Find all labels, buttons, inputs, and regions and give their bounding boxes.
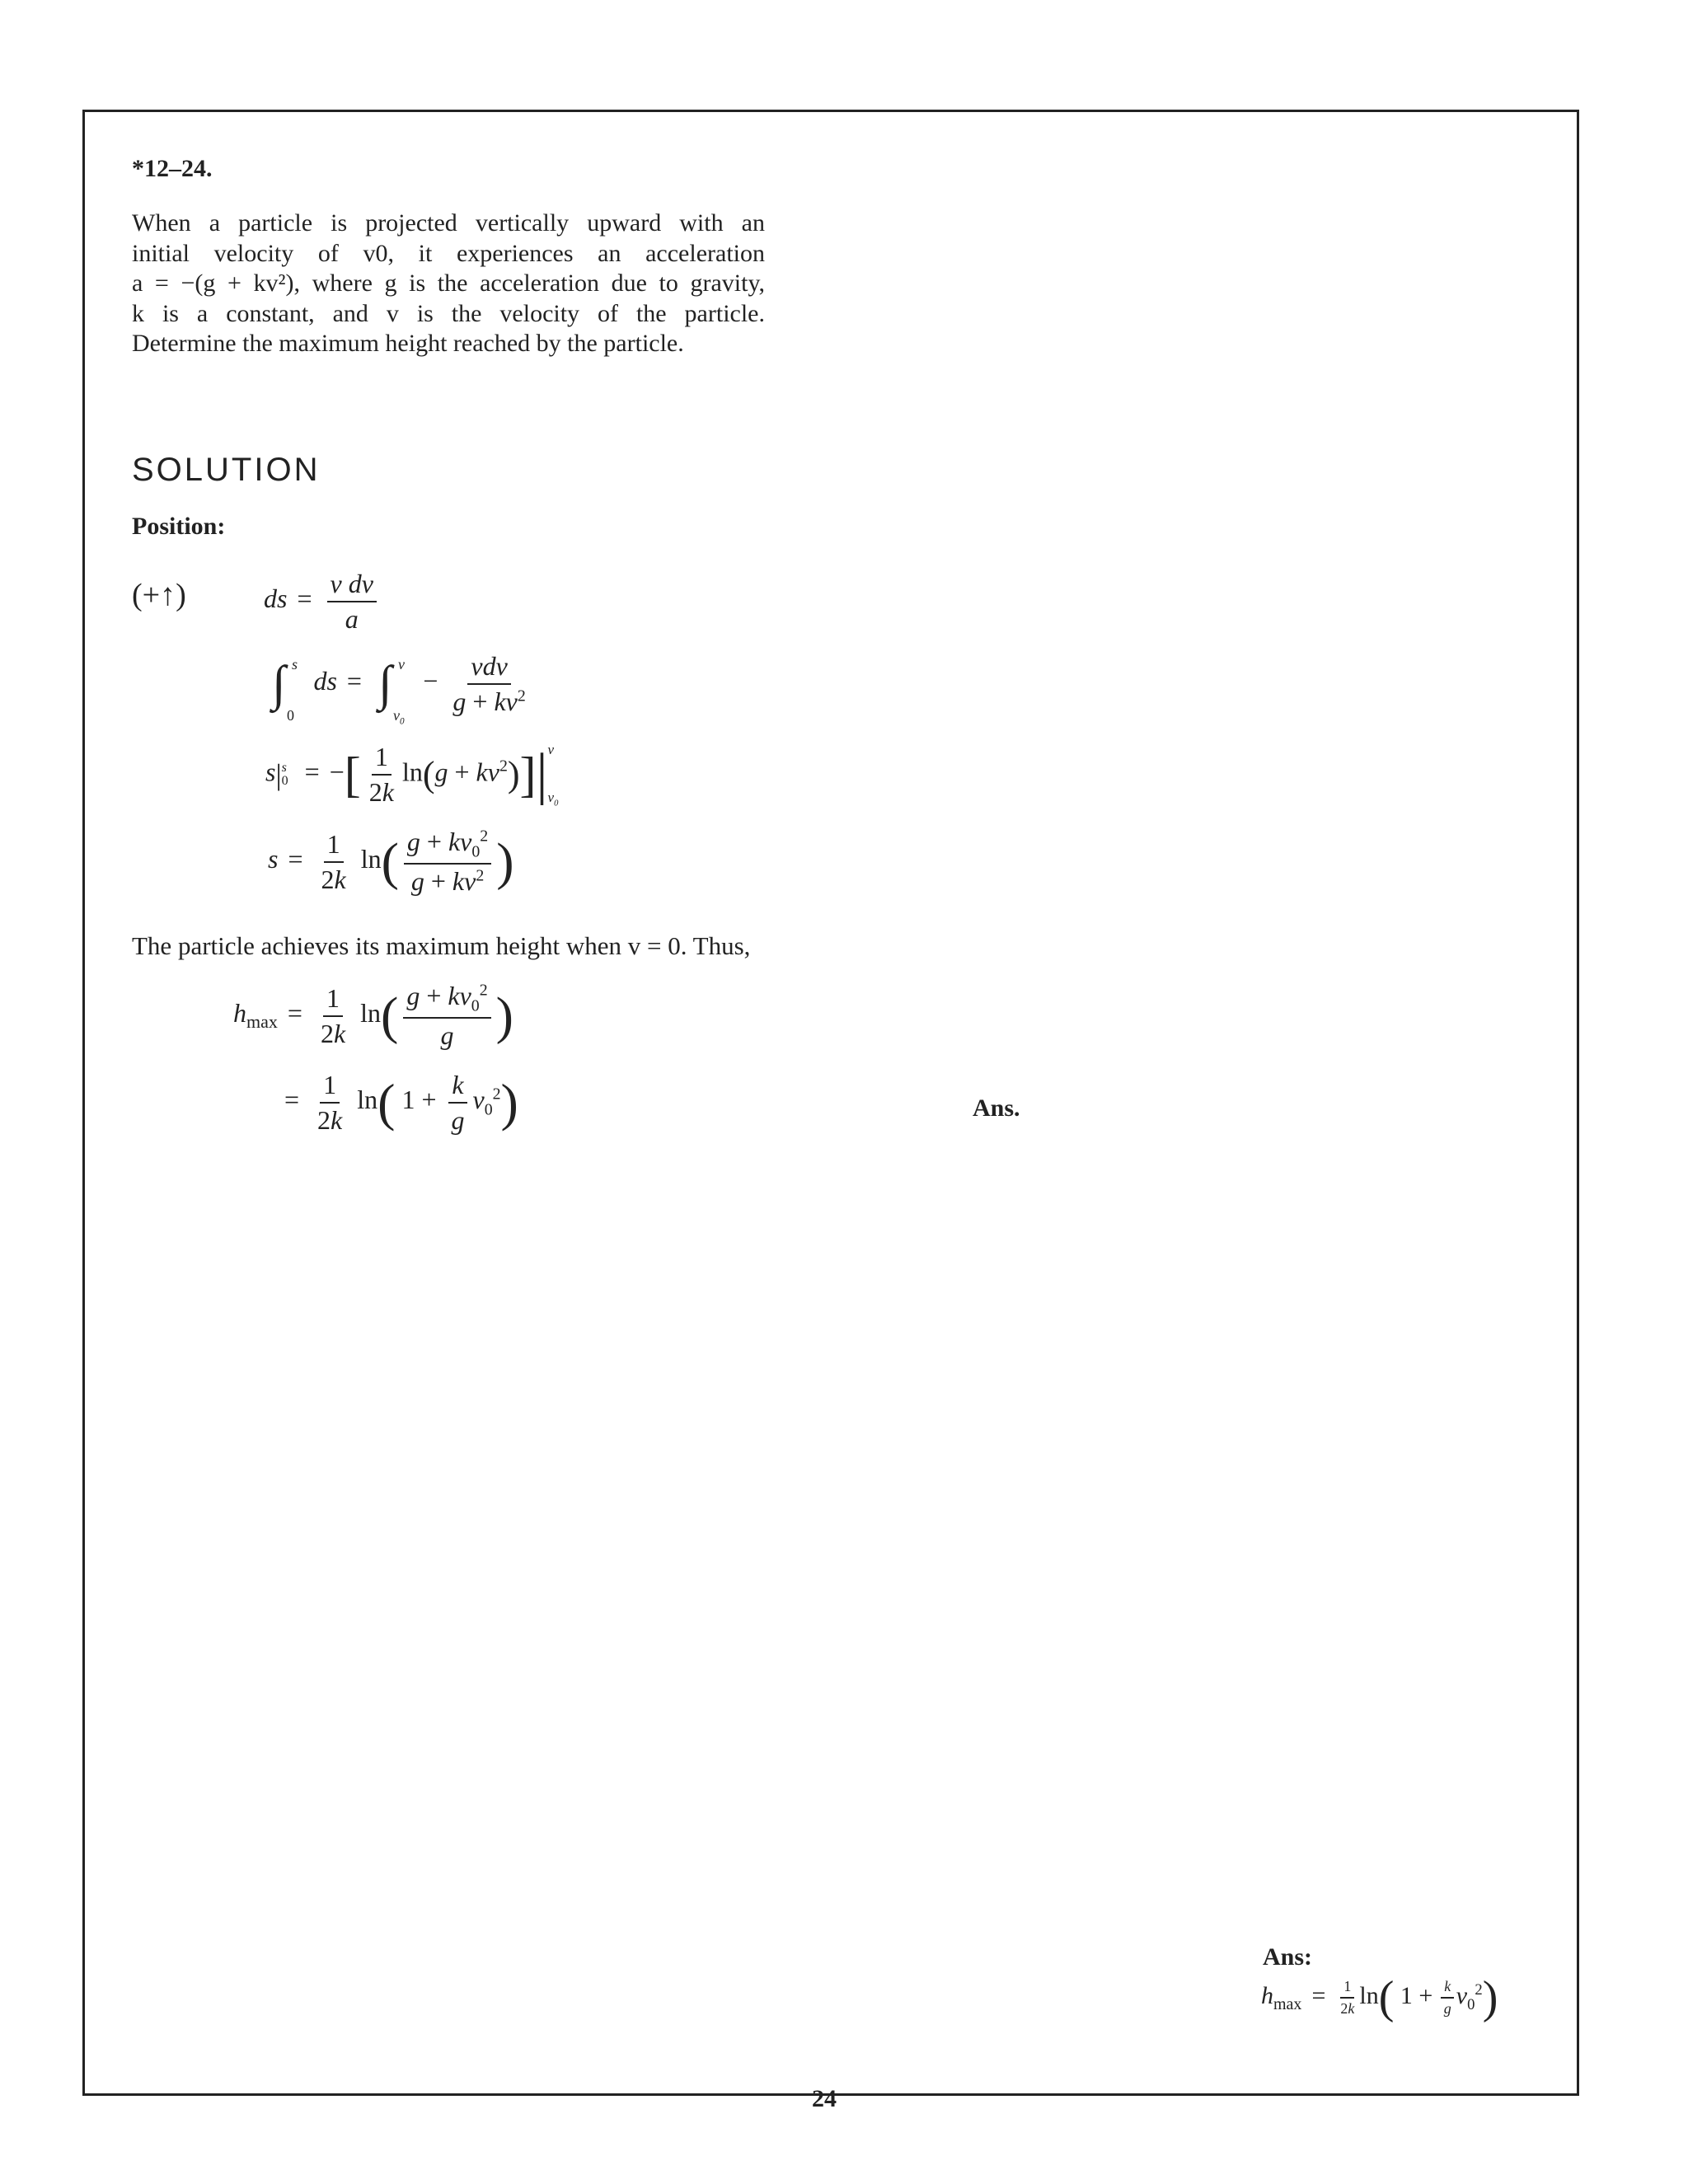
equation-1: ds = $\frac{\text{v dv}}{a}$ (264, 569, 382, 635)
sign-convention: (+↑) (132, 578, 186, 612)
problem-line-4: k is a constant, and v is the velocity of the particle. (132, 299, 765, 327)
problem-line-1: When a particle is projected vertically upward with an (132, 209, 765, 237)
position-subheading: Position: (132, 513, 226, 540)
problem-line-5: Determine the maximum height reached by the particle. (132, 330, 684, 357)
answer-label: Ans: (1263, 1943, 1313, 1971)
equation-4: s = $\frac{1}{2k}$ ln( $\frac{g + kv_0^2}{g + kv^2}$ ) (268, 827, 514, 897)
result-equation-1: $h_{max}$ = $\frac{1}{2k}$ ln( $\frac{g + kv_0^2}{g}$ ) (233, 981, 513, 1051)
problem-number: *12–24. (132, 155, 213, 182)
page-number: 24 (812, 2085, 837, 2112)
problem-line-2: initial velocity of v0, it experiences an acceleration (132, 239, 765, 267)
result-equation-2: = $\frac{1}{2k}$ ln( 1 + $\frac{k}{g}$ $v_0^2$) (284, 1070, 518, 1135)
max-height-statement: The particle achieves its maximum height when v = 0. Thus, (132, 931, 751, 960)
solution-heading: SOLUTION (132, 452, 321, 488)
equation-3: s| s 0 = −[ $\frac{1}{2k}$ $\ln(g + kv^2)]|$ v $v_0$ (265, 742, 559, 808)
problem-line-3: a = −(g + kv²), where g is the acceleration due to gravity, (132, 269, 765, 297)
ans-label: Ans. (973, 1094, 1020, 1122)
answer-equation: $h_{max}$ = $\frac{1}{2k}$ ln( 1 + $\frac{k}{g}$ $v_0^2$) (1261, 1972, 1498, 2023)
equation-2: ∫ s 0 ds = ∫ v $v_0$ − $\frac{\text{vdv}}{g + kv^2}$ (272, 651, 526, 727)
problem-statement (132, 209, 765, 359)
